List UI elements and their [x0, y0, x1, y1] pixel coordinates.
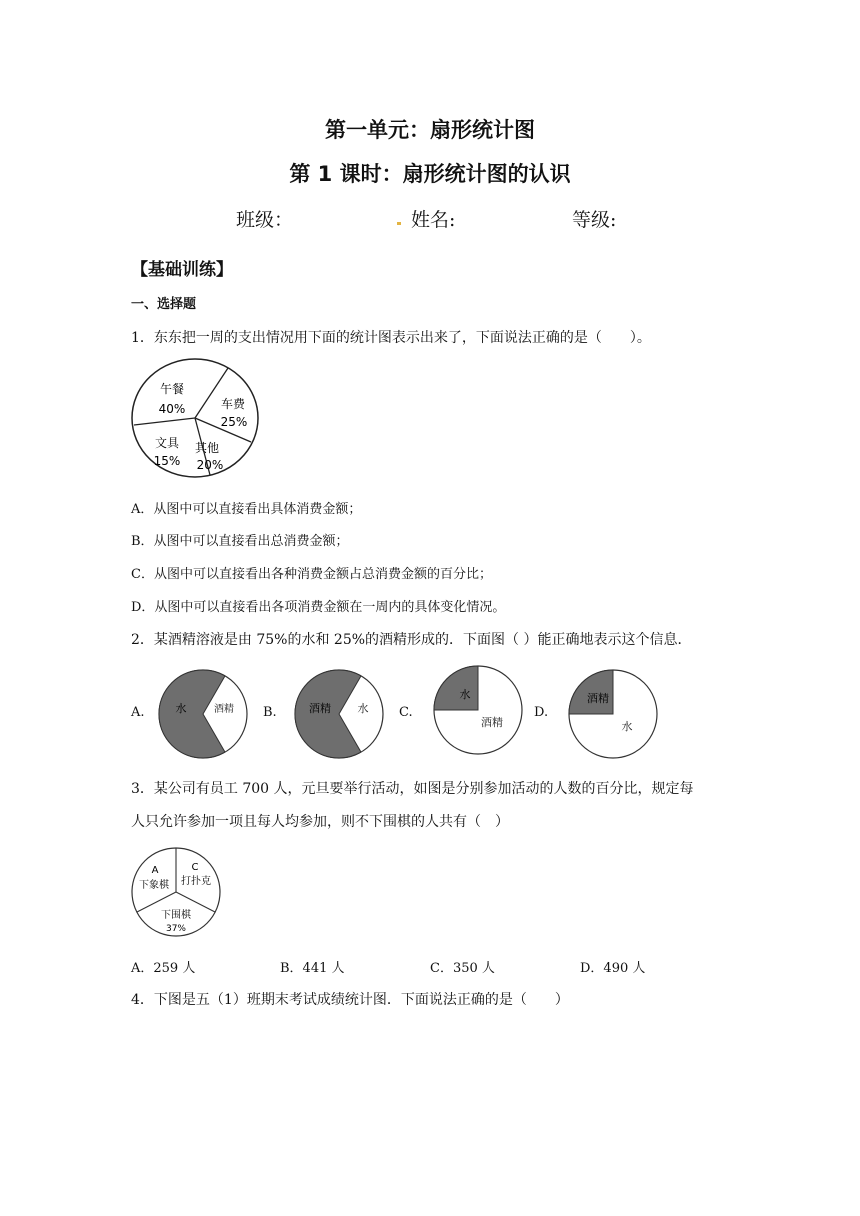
question-3-stem-line-1: 3．某公司有员工 700 人，元旦要举行活动，如图是分别参加活动的人数的百分比，规定每 — [131, 781, 694, 797]
section-subtitle: 一、选择题 — [131, 297, 197, 312]
q3-slice-b-label: 下围棋 — [161, 910, 191, 921]
question-4-stem: 4．下图是五（1）班期末考试成绩统计图．下面说法正确的是（ ） — [131, 992, 569, 1008]
q2-choice-b-pie — [293, 668, 385, 760]
q1-slice-label-lunch: 午餐 — [159, 382, 185, 396]
question-2-stem: 2．某酒精溶液是由 75%的水和 25%的酒精形成的．下面图（ ）能正确地表示这个信息． — [131, 632, 692, 648]
q1-slice-value-stationery: 15% — [153, 454, 181, 468]
q1-option-c: C．从图中可以直接看出各种消费金额占总消费金额的百分比； — [131, 567, 492, 582]
q1-slice-value-other: 20% — [196, 458, 224, 472]
q3-slice-c-label: 打扑克 — [181, 876, 211, 887]
section-title: 【基础训练】 — [131, 260, 233, 280]
grade-label: 等级: — [572, 209, 617, 231]
q3-slice-a-letter: A — [151, 865, 159, 876]
q3-pie-chart — [130, 846, 222, 938]
q2-choice-c-letter: C. — [399, 705, 413, 720]
q1-pie-chart — [129, 356, 261, 480]
lesson-title: 第 1 课时：扇形统计图的认识 — [289, 162, 571, 186]
q2-d-dark-label: 酒精 — [587, 692, 609, 705]
q2-b-light-label: 水 — [357, 702, 369, 715]
question-1-stem: 1．东东把一周的支出情况用下面的统计图表示出来了，下面说法正确的是（ ）。 — [131, 330, 651, 346]
q3-slice-b-value: 37% — [165, 924, 187, 934]
q3-option-c: C．350 人 — [430, 961, 495, 976]
q3-option-b: B．441 人 — [280, 961, 345, 976]
q2-c-dark-label: 水 — [459, 688, 471, 701]
name-label: 姓名: — [411, 209, 456, 231]
q2-b-dark-label: 酒精 — [309, 702, 331, 715]
q1-slice-value-lunch: 40% — [158, 402, 186, 416]
q1-slice-label-fare: 车费 — [220, 397, 246, 411]
unit-title: 第一单元：扇形统计图 — [325, 118, 535, 142]
question-3-stem-line-2: 人只允许参加一项且每人均参加，则不下围棋的人共有（ ） — [131, 814, 509, 830]
q2-c-light-label: 酒精 — [481, 716, 503, 729]
q2-a-dark-label: 水 — [175, 702, 187, 715]
q1-slice-label-stationery: 文具 — [154, 436, 180, 450]
q2-d-light-label: 水 — [621, 720, 633, 733]
q2-choice-a-pie — [157, 668, 249, 760]
q1-option-d: D．从图中可以直接看出各项消费金额在一周内的具体变化情况。 — [131, 600, 506, 615]
q3-option-d: D．490 人 — [580, 961, 646, 976]
q2-choice-b-letter: B. — [263, 705, 277, 720]
q2-a-light-label: 酒精 — [214, 704, 234, 715]
decorative-mark — [397, 222, 401, 225]
q2-choice-d-letter: D. — [534, 705, 549, 720]
class-label: 班级： — [236, 209, 294, 231]
q3-slice-a-label: 下象棋 — [139, 880, 169, 891]
q1-option-a: A．从图中可以直接看出具体消费金额； — [131, 502, 362, 517]
q2-choice-a-letter: A. — [131, 705, 145, 720]
q2-choice-c-pie — [432, 664, 524, 756]
q2-choice-d-pie — [567, 668, 659, 760]
q1-slice-label-other: 其他 — [194, 441, 220, 455]
q1-option-b: B．从图中可以直接看出总消费金额； — [131, 534, 349, 549]
q3-option-a: A．259 人 — [131, 961, 196, 976]
q3-slice-c-letter: C — [191, 862, 199, 873]
q1-slice-value-fare: 25% — [220, 415, 248, 429]
